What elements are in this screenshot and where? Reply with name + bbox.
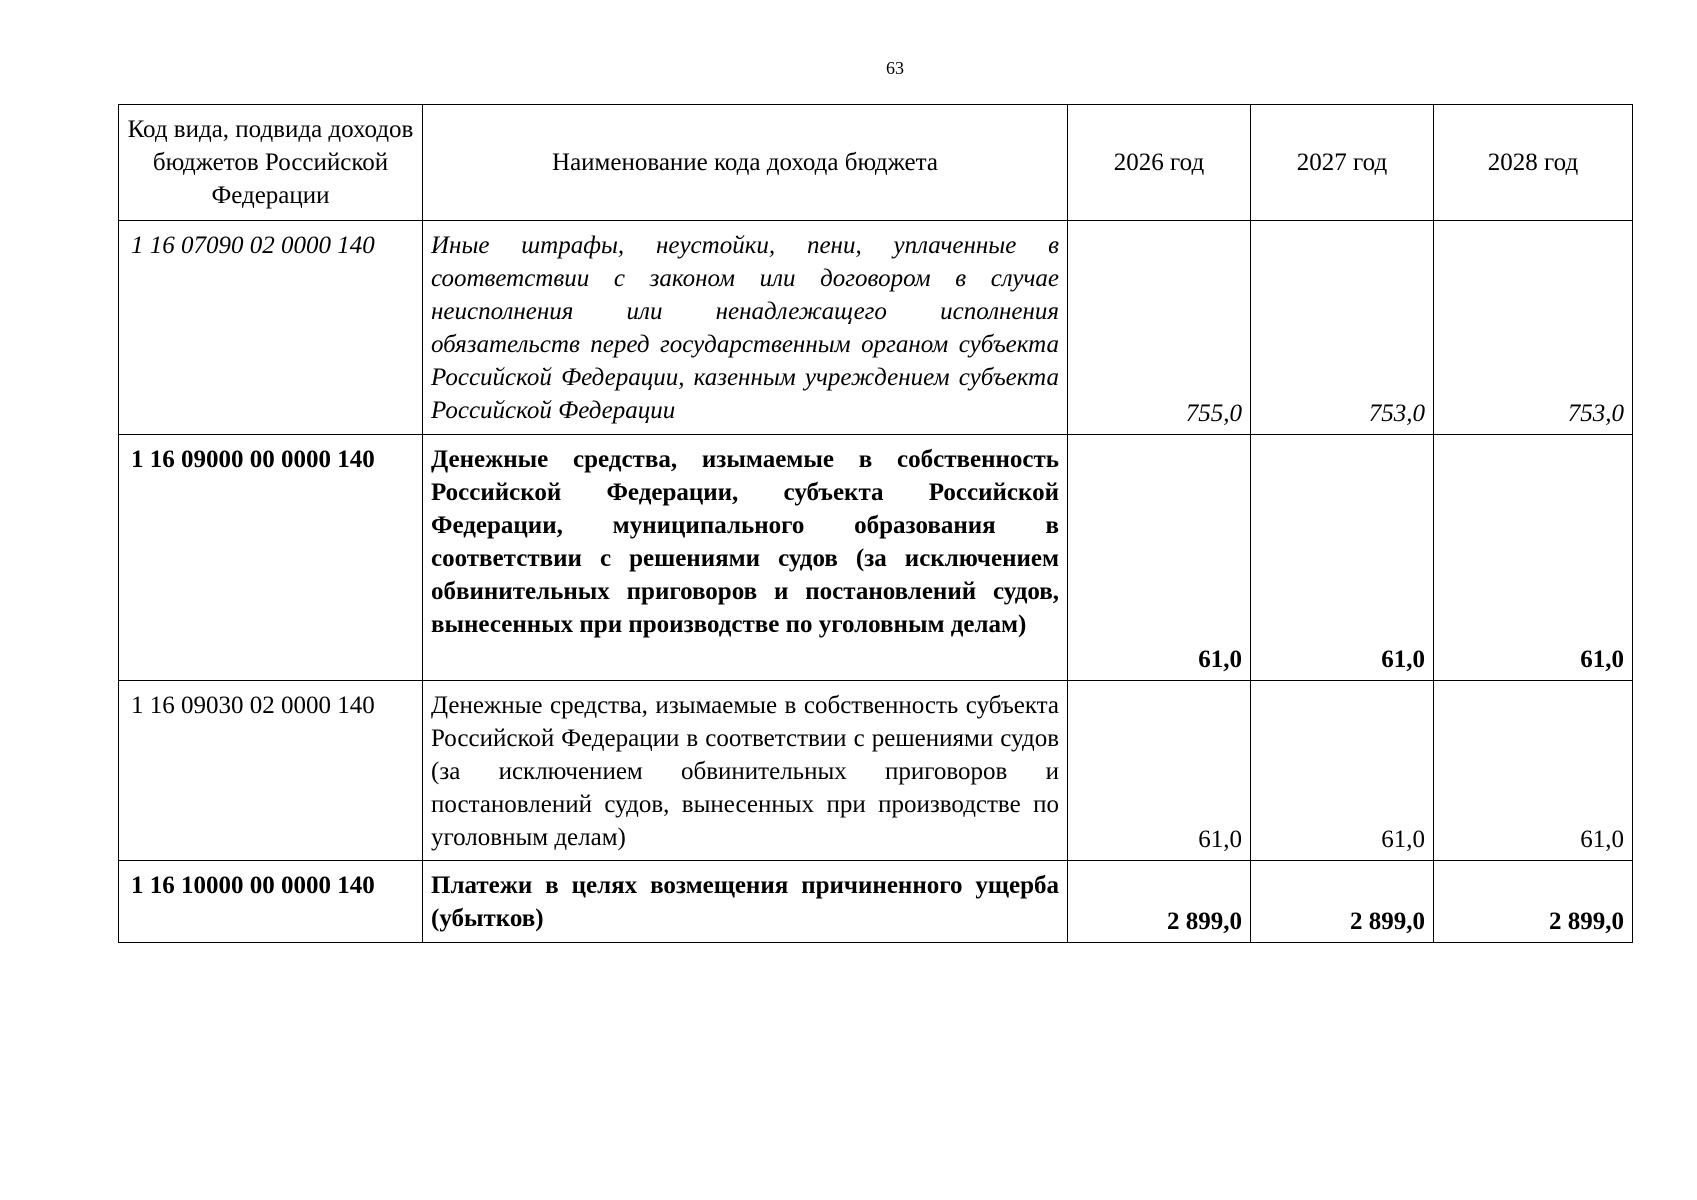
row-value-2028: 2 899,0 bbox=[1434, 861, 1633, 943]
row-name: Денежные средства, изымаемые в собственность субъекта Российской Федерации в соответствии с решениями судов (за исключением обвинительных приговоров и постановлений судов, вынесенных при производстве по уголовным делам) bbox=[423, 681, 1068, 861]
table-row bbox=[119, 681, 1633, 861]
row-value-2027: 61,0 bbox=[1251, 681, 1434, 861]
row-code: 1 16 09000 00 0000 140 bbox=[119, 435, 423, 681]
row-code: 1 16 07090 02 0000 140 bbox=[119, 221, 423, 435]
row-value-2028: 753,0 bbox=[1434, 221, 1633, 435]
header-code: Код вида, подвида доходов бюджетов Российской Федерации bbox=[119, 105, 423, 221]
row-code: 1 16 09030 02 0000 140 bbox=[119, 681, 423, 861]
header-year-2028: 2028 год bbox=[1434, 105, 1633, 221]
row-name: Платежи в целях возмещения причиненного ущерба (убытков) bbox=[423, 861, 1068, 943]
row-value-2027: 753,0 bbox=[1251, 221, 1434, 435]
row-code: 1 16 10000 00 0000 140 bbox=[119, 861, 423, 943]
row-value-2026: 2 899,0 bbox=[1068, 861, 1251, 943]
row-value-2028: 61,0 bbox=[1434, 681, 1633, 861]
budget-revenue-table bbox=[118, 104, 1633, 943]
row-name: Денежные средства, изымаемые в собственность Российской Федерации, субъекта Российской Федерации, муниципального образования в соответствии с решениями судов (за исключением обвинительных приговоров и постановлений судов, вынесенных при производстве по уголовным делам) bbox=[423, 435, 1068, 681]
header-year-2027: 2027 год bbox=[1251, 105, 1434, 221]
row-name: Иные штрафы, неустойки, пени, уплаченные в соответствии с законом или договором в случае неисполнения или ненадлежащего исполнения обязательств перед государственным органом субъекта Российской Федерации, казенным учреждением субъекта Российской Федерации bbox=[423, 221, 1068, 435]
row-value-2026: 61,0 bbox=[1068, 435, 1251, 681]
row-value-2026: 755,0 bbox=[1068, 221, 1251, 435]
header-year-2026: 2026 год bbox=[1068, 105, 1251, 221]
row-value-2027: 61,0 bbox=[1251, 435, 1434, 681]
row-value-2028: 61,0 bbox=[1434, 435, 1633, 681]
table-header-row bbox=[119, 105, 1633, 221]
row-value-2027: 2 899,0 bbox=[1251, 861, 1434, 943]
header-name: Наименование кода дохода бюджета bbox=[423, 105, 1068, 221]
table-row bbox=[119, 221, 1633, 435]
table-row bbox=[119, 435, 1633, 681]
row-value-2026: 61,0 bbox=[1068, 681, 1251, 861]
table-row bbox=[119, 861, 1633, 943]
page-number: 63 bbox=[886, 58, 904, 78]
